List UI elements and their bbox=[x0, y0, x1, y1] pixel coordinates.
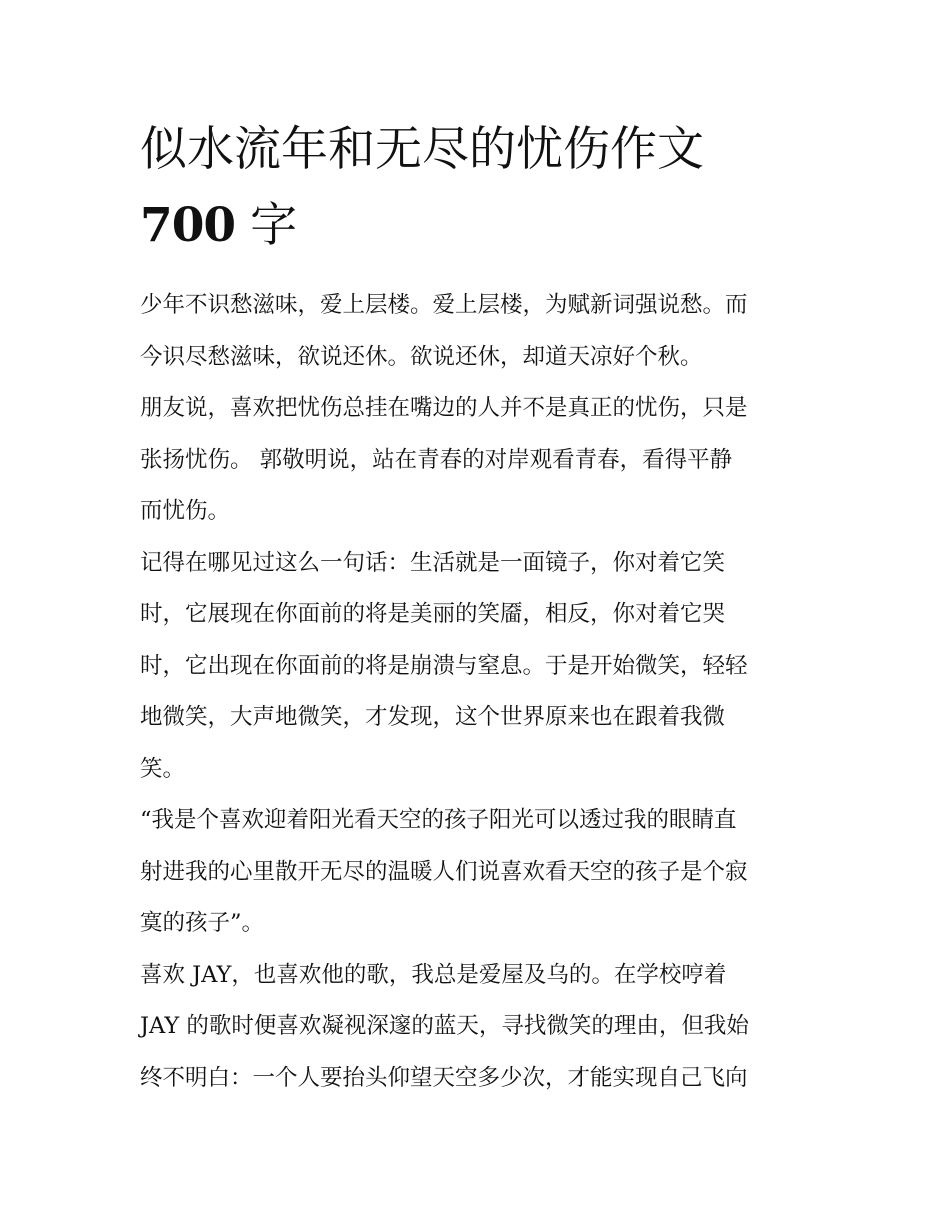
paragraph-2 bbox=[140, 383, 820, 538]
paragraph-5 bbox=[140, 950, 820, 1105]
paragraph-4 bbox=[140, 795, 820, 950]
paragraph-line: 张扬忧伤。 郭敬明说，站在青春的对岸观看青春，看得平静 bbox=[140, 446, 733, 473]
paragraph-line: 终不明白：一个人要抬头仰望天空多少次，才能实现自己飞向 bbox=[140, 1064, 748, 1091]
paragraph-3 bbox=[140, 538, 820, 796]
paragraph-line: 地微笑，大声地微笑，才发现，这个世界原来也在跟着我微 bbox=[140, 704, 726, 730]
paragraph-line: 射进我的心里散开无尽的温暖人们说喜欢看天空的孩子是个寂 bbox=[140, 858, 748, 885]
paragraph-line: 记得在哪见过这么一句话：生活就是一面镜子，你对着它笑 bbox=[140, 549, 726, 576]
document-body bbox=[140, 280, 820, 1104]
paragraph-line: 时，它展现在你面前的将是美丽的笑靥，相反，你对着它哭 bbox=[140, 601, 726, 627]
paragraph-line: 喜欢 JAY，也喜欢他的歌，我总是爱屋及乌的。在学校哼着 bbox=[140, 961, 727, 988]
paragraph-1 bbox=[140, 280, 820, 383]
title-line-1: 似水流年和无尽的忧伤作文 bbox=[140, 122, 704, 177]
title-number: 700 bbox=[140, 198, 236, 253]
paragraph-line: 今识尽愁滋味，欲说还休。欲说还休，却道天凉好个秋。 bbox=[140, 343, 703, 370]
paragraph-line: 笑。 bbox=[140, 755, 186, 782]
paragraph-line: 时，它出现在你面前的将是崩溃与窒息。于是开始微笑，轻轻 bbox=[140, 652, 748, 679]
title-line-2 bbox=[140, 188, 820, 264]
document-title bbox=[140, 112, 820, 264]
paragraph-line: 少年不识愁滋味，爱上层楼。爱上层楼，为赋新词强说愁。而 bbox=[140, 292, 748, 318]
paragraph-line: 寞的孩子”。 bbox=[140, 910, 265, 936]
paragraph-line: 朋友说，喜欢把忧伤总挂在嘴边的人并不是真正的忧伤，只是 bbox=[140, 395, 748, 421]
paragraph-line: “我是个喜欢迎着阳光看天空的孩子阳光可以透过我的眼睛直 bbox=[140, 807, 737, 833]
paragraph-line: JAY 的歌时便喜欢凝视深邃的蓝天，寻找微笑的理由，但我始 bbox=[140, 1013, 749, 1039]
title-suffix: 字 bbox=[250, 198, 298, 253]
paragraph-line: 而忧伤。 bbox=[140, 498, 231, 524]
